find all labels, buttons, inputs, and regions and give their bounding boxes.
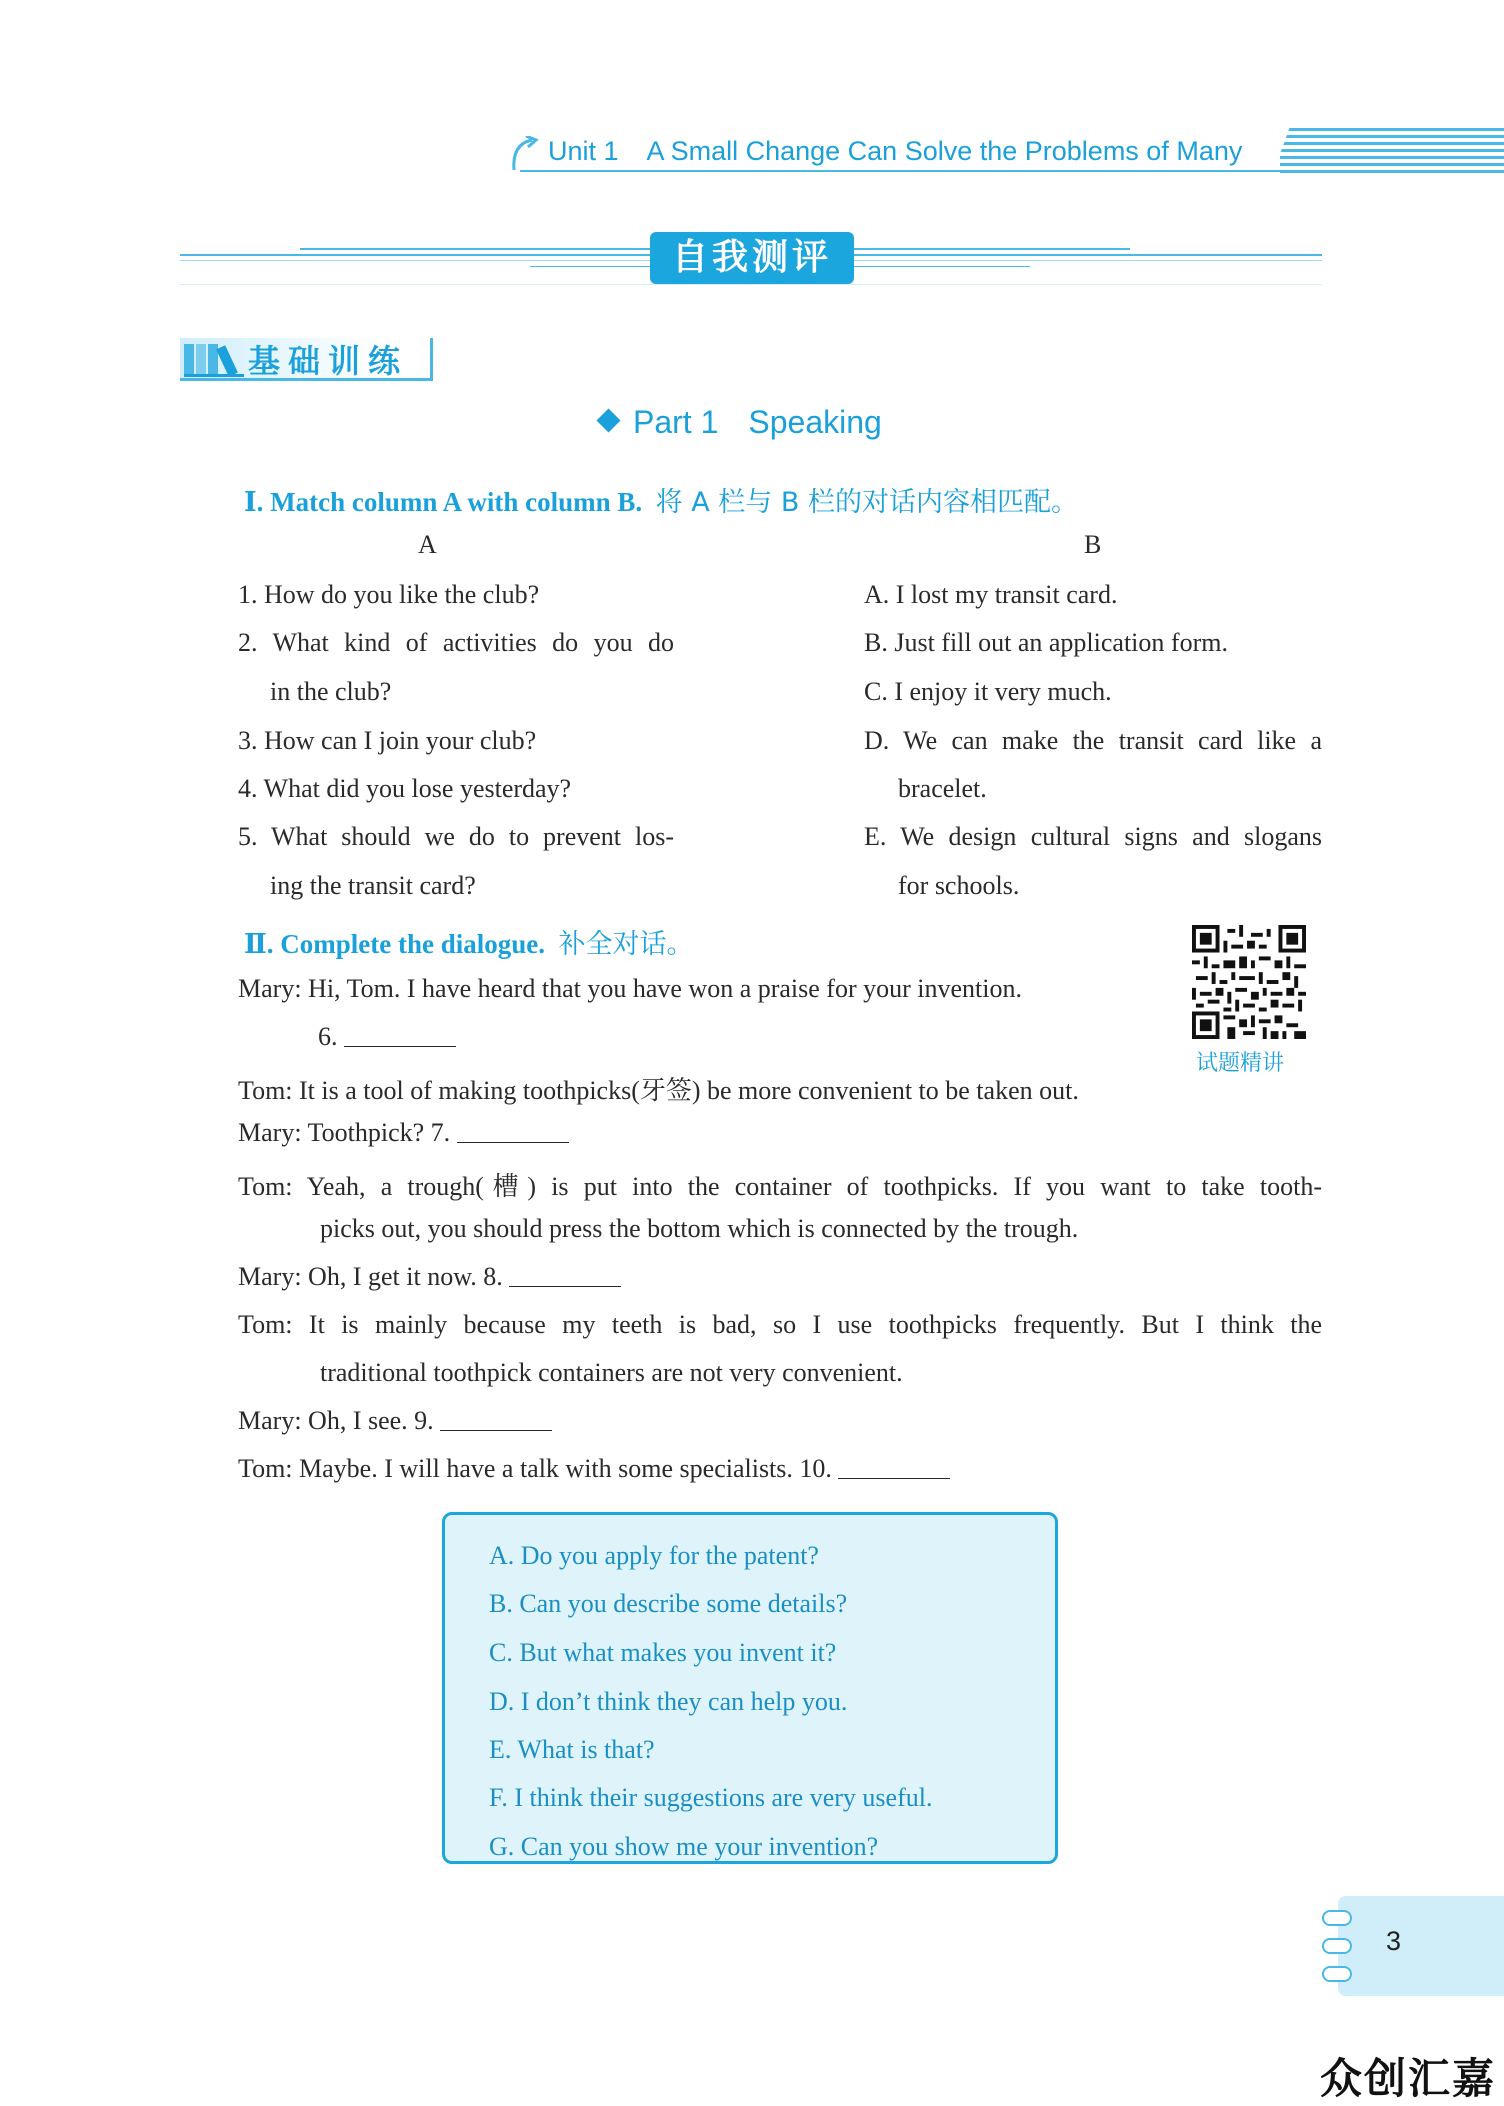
b-item-b: B. Just fill out an application form. xyxy=(864,628,1228,657)
column-a-head: A xyxy=(418,530,437,559)
dialogue-text: Toothpick? 7. xyxy=(307,1118,451,1147)
unit-name: A Small Change Can Solve the Problems of Many xyxy=(646,136,1243,166)
option-f: F. I think their suggestions are very useful. xyxy=(489,1783,933,1812)
dialogue-line-9: traditional toothpick containers are not very convenient. xyxy=(320,1358,903,1387)
option-a: A. Do you apply for the patent? xyxy=(489,1541,819,1570)
diamond-icon xyxy=(596,408,620,432)
dialogue-line-6: picks out, you should press the bottom which is connected by the trough. xyxy=(320,1214,1079,1243)
dialogue-line-8 xyxy=(238,1310,1322,1340)
option-g: G. Can you show me your invention? xyxy=(489,1832,879,1861)
speaker-mary: Mary: xyxy=(238,1406,302,1435)
a-item-5-cont: ing the transit card? xyxy=(270,871,476,900)
speaker-mary: Mary: xyxy=(238,1118,302,1147)
dialogue-line-2 xyxy=(318,1022,456,1052)
dialogue-line-11 xyxy=(238,1454,950,1484)
dialogue-line-3 xyxy=(238,1070,1079,1107)
a-item-5: 5. What should we do to prevent los- xyxy=(238,822,674,851)
dialogue-line-7 xyxy=(238,1262,621,1292)
option-b: B. Can you describe some details? xyxy=(489,1589,848,1618)
part-heading xyxy=(600,404,882,441)
section-banner xyxy=(180,230,1322,288)
dialogue-line-4 xyxy=(238,1118,569,1148)
question-2-title xyxy=(244,922,693,961)
answer-blank-8[interactable] xyxy=(509,1264,621,1287)
q1-title-cn: 将 A 栏与 B 栏的对话内容相匹配。 xyxy=(655,487,1078,518)
option-e: E. What is that? xyxy=(489,1735,655,1764)
a-item-1: 1. How do you like the club? xyxy=(238,580,540,609)
b-item-e: E. We design cultural signs and slogans xyxy=(864,822,1322,851)
options-box xyxy=(442,1512,1058,1864)
unit-title xyxy=(548,136,1242,167)
banner-title: 自我测评 xyxy=(650,232,854,284)
dialogue-text: Hi, Tom. I have heard that you have won a praise for your invention. xyxy=(308,974,1022,1003)
part-name: Speaking xyxy=(748,404,882,440)
option-d: D. I don’t think they can help you. xyxy=(489,1687,848,1716)
speaker-tom: Tom: xyxy=(238,1310,293,1339)
speaker-mary: Mary: xyxy=(238,974,302,1003)
option-c: C. But what makes you invent it? xyxy=(489,1638,837,1667)
section-label-text: 基础训练 xyxy=(248,342,409,380)
a-item-4: 4. What did you lose yesterday? xyxy=(238,774,572,803)
watermark: 众创汇嘉 xyxy=(1319,2054,1496,2103)
b-item-e-cont: for schools. xyxy=(898,871,1020,900)
books-icon xyxy=(182,338,248,380)
a-item-3: 3. How can I join your club? xyxy=(238,726,537,755)
answer-blank-7[interactable] xyxy=(457,1120,569,1143)
dialogue-line-5 xyxy=(238,1166,1322,1203)
q2-title-en: Ⅱ. Complete the dialogue. xyxy=(244,929,545,959)
dialogue-text: It is mainly because my teeth is bad, so I use toothpicks frequently. But I think the xyxy=(308,1310,1323,1339)
running-header xyxy=(500,128,1504,176)
blank-number-6: 6. xyxy=(318,1022,338,1051)
q2-title-cn: 补全对话。 xyxy=(558,929,694,960)
b-item-d: D. We can make the transit card like a xyxy=(864,726,1322,755)
answer-blank-9[interactable] xyxy=(440,1408,552,1431)
binder-ring-icon xyxy=(1322,1938,1352,1954)
header-rule xyxy=(520,170,1504,172)
column-b-head: B xyxy=(1084,530,1102,559)
binder-ring-icon xyxy=(1322,1966,1352,1982)
page-number: 3 xyxy=(1386,1926,1402,1956)
b-item-a: A. I lost my transit card. xyxy=(864,580,1118,609)
b-item-c: C. I enjoy it very much. xyxy=(864,677,1112,706)
answer-blank-10[interactable] xyxy=(838,1456,950,1479)
speaker-tom: Tom: xyxy=(238,1172,293,1201)
qr-label[interactable]: 试题精讲 xyxy=(1196,1051,1285,1076)
speaker-mary: Mary: xyxy=(238,1262,302,1291)
dialogue-text: Yeah, a trough(槽) is put into the container of toothpicks. If you want to take tooth- xyxy=(306,1172,1322,1201)
binder-ring-icon xyxy=(1322,1910,1352,1926)
a-item-2: 2. What kind of activities do you do xyxy=(238,628,674,657)
speaker-tom: Tom: xyxy=(238,1454,293,1483)
q1-title-en: Ⅰ. Match column A with column B. xyxy=(244,487,643,517)
a-item-2-cont: in the club? xyxy=(270,677,392,706)
dialogue-line-10 xyxy=(238,1406,552,1436)
qr-code-icon[interactable] xyxy=(1192,925,1306,1039)
dialogue-text: Maybe. I will have a talk with some specialists. 10. xyxy=(299,1454,832,1483)
curved-arrow-icon xyxy=(506,136,542,174)
answer-blank-6[interactable] xyxy=(344,1024,456,1047)
b-item-d-cont: bracelet. xyxy=(898,774,987,803)
dialogue-text: Oh, I see. 9. xyxy=(308,1406,434,1435)
question-1-title xyxy=(244,480,1078,519)
part-label: Part 1 xyxy=(633,404,719,440)
speaker-tom: Tom: xyxy=(238,1076,293,1105)
unit-number: Unit 1 xyxy=(548,136,619,166)
section-label xyxy=(180,334,432,380)
dialogue-text: Oh, I get it now. 8. xyxy=(308,1262,503,1291)
dialogue-line-1 xyxy=(238,974,1022,1004)
page-number-tab xyxy=(1338,1896,1504,1996)
dialogue-text: It is a tool of making toothpicks(牙签) be more convenient to be taken out. xyxy=(299,1076,1079,1105)
